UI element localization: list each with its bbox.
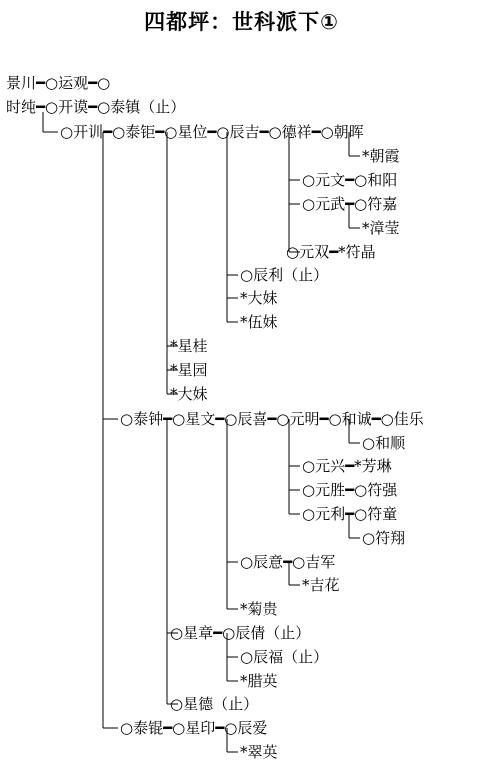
tree-node-line: *漳莹	[362, 219, 400, 237]
tree-node-line: *腊英	[240, 672, 278, 690]
page-title: 四都坪：世科派下①	[144, 10, 339, 34]
tree-node-line: *星桂	[170, 337, 208, 355]
tree-node-line: ○元文━○和阳	[302, 171, 398, 189]
tree-node-line: *朝霞	[362, 147, 400, 165]
tree-node-line: ○和顺	[362, 434, 406, 452]
tree-node-line: ○泰锟━○星印━○辰爱	[120, 719, 268, 737]
tree-node-line: ○元胜━○符强	[302, 481, 398, 499]
tree-node-line: 景川━○运观━○	[6, 74, 111, 92]
tree-node-line: 时纯━○开谟━○泰镇（止）	[6, 98, 186, 116]
tree-node-line: ○泰钟━○星文━○辰喜━○元明━○和诚━○佳乐	[120, 410, 424, 428]
tree-node-line: *菊贵	[240, 600, 278, 618]
tree-node-line: ○辰意━○吉军	[240, 553, 336, 571]
tree-node-line: ○辰利（止）	[240, 266, 329, 284]
tree-node-line: ○元利━○符童	[302, 505, 398, 523]
tree-node-line: ○元兴━*芳琳	[302, 457, 392, 475]
tree-node-line: ○开训━○泰钜━○星位━○辰吉━○德祥━○朝晖	[60, 123, 364, 141]
tree-node-line: ○元武━○符嘉	[302, 195, 398, 213]
tree-node-line: *大妹	[240, 289, 278, 307]
tree-node-line: *翠英	[240, 743, 278, 761]
tree-node-line: *大妹	[170, 385, 208, 403]
tree-node-line: *吉花	[302, 576, 340, 594]
tree-node-line: *星园	[170, 361, 208, 379]
tree-node-line: ○元双━*符晶	[286, 243, 376, 261]
tree-node-line: ○星章━○辰倩（止）	[170, 624, 311, 642]
tree-node-line: ○符翔	[362, 529, 406, 547]
tree-node-line: *伍妹	[240, 313, 278, 331]
tree-node-line: ○辰福（止）	[240, 648, 329, 666]
tree-node-line: ○星德（止）	[170, 695, 259, 713]
